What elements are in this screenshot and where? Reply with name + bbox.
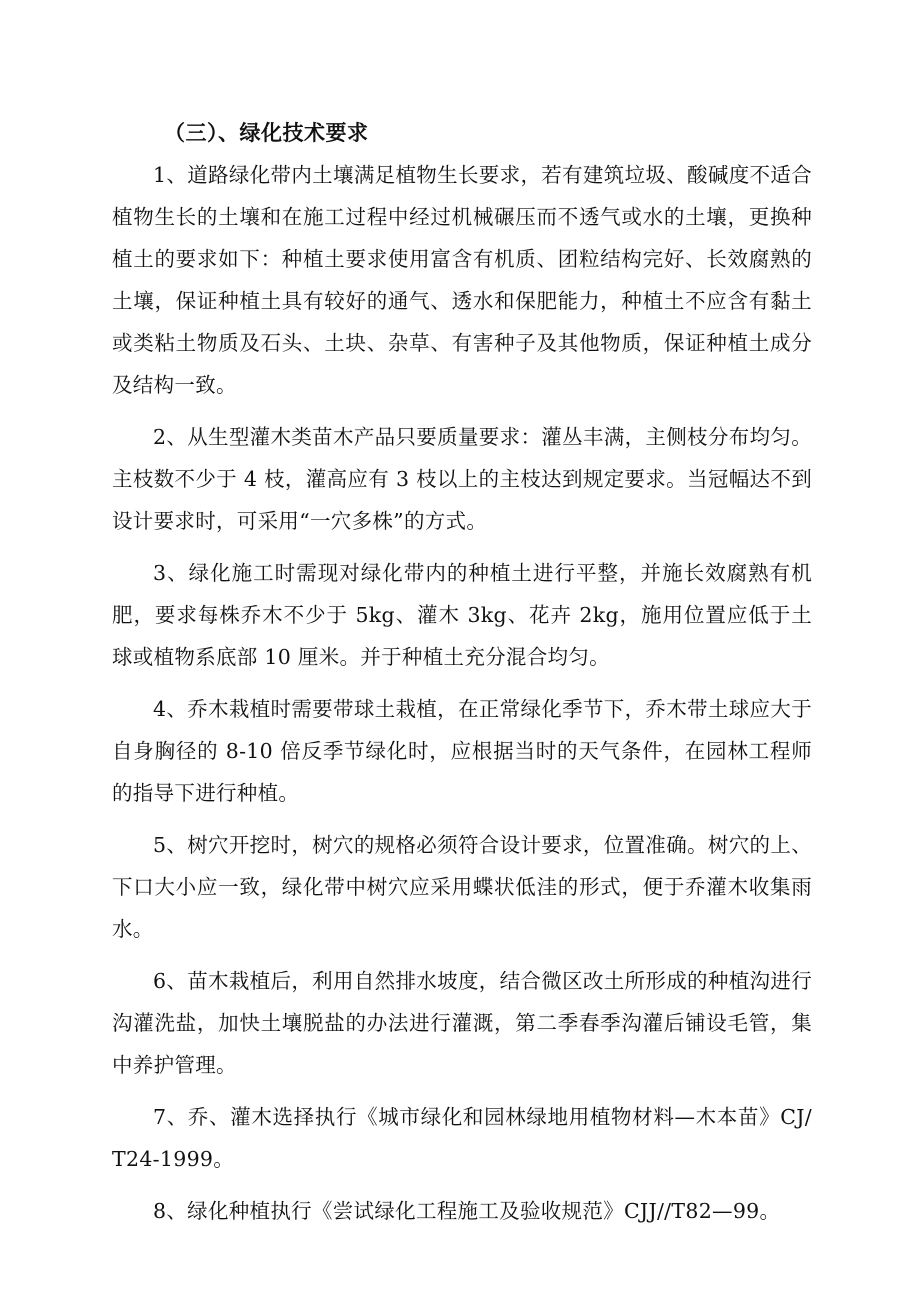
paragraph-5: 5、树穴开挖时，树穴的规格必须符合设计要求，位置准确。树穴的上、下口大小应一致，绿化带中树穴应采用蝶状低洼的形式，便于乔灌木收集雨水。 bbox=[112, 833, 812, 941]
paragraph-7: 7、乔、灌木选择执行《城市绿化和园林绿地用植物材料—木本苗》CJ/T24-1999。 bbox=[112, 1105, 812, 1171]
paragraph-2: 2、从生型灌木类苗木产品只要质量要求：灌丛丰满，主侧枝分布均匀。主枝数不少于 4 枝，灌高应有 3 枝以上的主枝达到规定要求。当冠幅达不到设计要求时，可采用“一穴多株”的方式。 bbox=[112, 425, 812, 533]
section-title: （三）、绿化技术要求 bbox=[164, 121, 369, 145]
paragraph-3: 3、绿化施工时需现对绿化带内的种植土进行平整，并施长效腐熟有机肥，要求每株乔木不少于 5kg、灌木 3kg、花卉 2kg，施用位置应低于土球或植物系底部 10 厘米。并于种植土充分混合均匀。 bbox=[112, 561, 812, 669]
paragraph-8: 8、绿化种植执行《尝试绿化工程施工及验收规范》CJJ//T82—99。 bbox=[153, 1199, 781, 1223]
paragraph-6: 6、苗木栽植后，利用自然排水坡度，结合微区改土所形成的种植沟进行沟灌洗盐，加快土壤脱盐的办法进行灌溉，第二季春季沟灌后铺设毛管，集中养护管理。 bbox=[112, 969, 812, 1077]
paragraph-4: 4、乔木栽植时需要带球土栽植，在正常绿化季节下，乔木带土球应大于自身胸径的 8-10 倍反季节绿化时，应根据当时的天气条件，在园林工程师的指导下进行种植。 bbox=[112, 697, 812, 805]
paragraph-1: 1、道路绿化带内土壤满足植物生长要求，若有建筑垃圾、酸碱度不适合植物生长的土壤和在施工过程中经过机械碾压而不透气或水的土壤，更换种植土的要求如下：种植土要求使用富含有机质、团粒结构完好、长效腐熟的土壤，保证种植土具有较好的通气、透水和保肥能力，种植土不应含有黏土或类粘土物质及石头、土块、杂草、有害种子及其他物质，保证种植土成分及结构一致。 bbox=[112, 163, 812, 397]
